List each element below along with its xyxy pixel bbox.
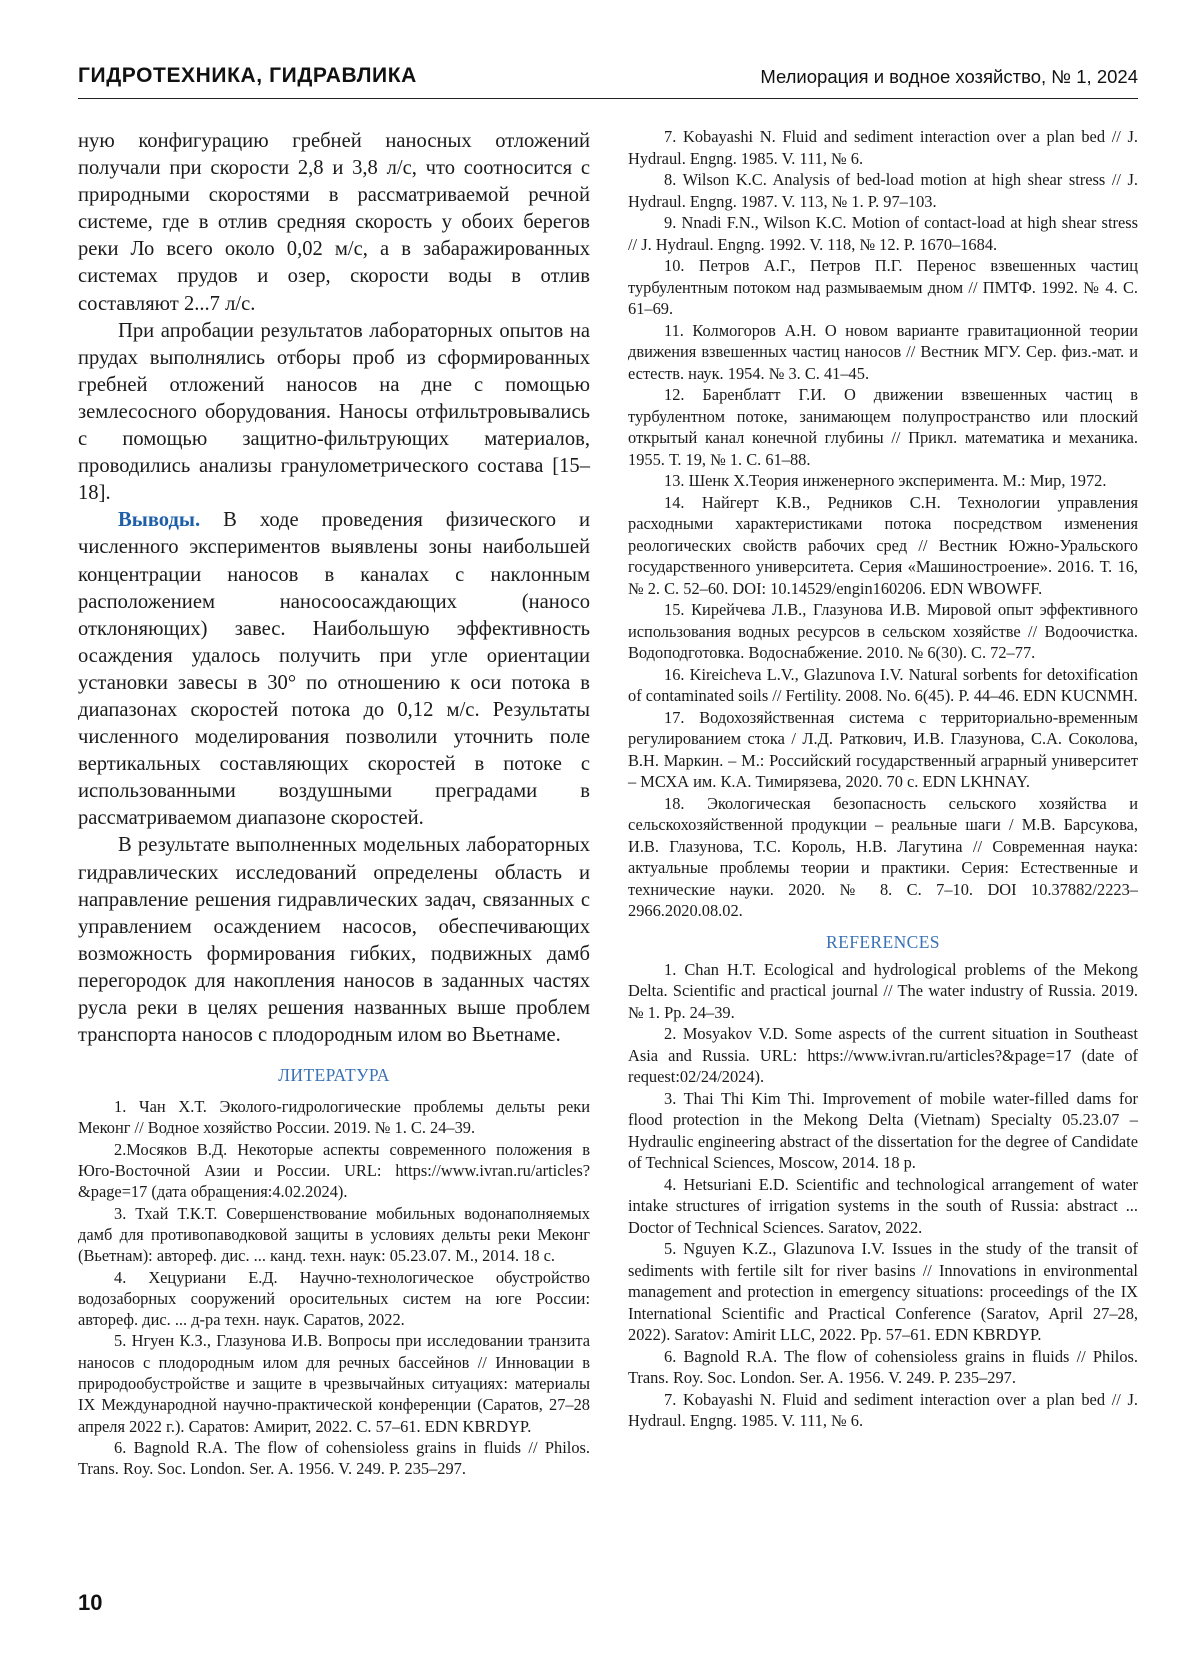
running-header [78,64,1138,99]
reference-item: 6. Bagnold R.A. The flow of cohensioless grains in fluids // Philos. Trans. Roy. Soc. London. Ser. A. 1956. V. 249. P. 235–297. [78,1437,590,1479]
section-title: ГИДРОТЕХНИКА, ГИДРАВЛИКА [78,64,417,87]
reference-item: 7. Kobayashi N. Fluid and sediment interaction over a plan bed // J. Hydraul. Engng. 1985. V. 111, № 6. [628,127,1138,168]
reference-item: 8. Wilson K.C. Analysis of bed-load motion at high shear stress // J. Hydraul. Engng. 1987. V. 113, № 1. P. 97–103. [628,170,1138,211]
literature-list-left [78,1096,590,1479]
reference-item: 14. Найгерт К.В., Редников С.Н. Технологии управления расходными характеристиками потока посредством изменения реологических свойств рабочих сред // Вестник Южно-Уральского государственного университета. Серия «Машиностроение». 2016. Т. 16, № 2. С. 52–60. DOI: 10.14529/engin160206. EDN WBOWFF. [628,492,1138,598]
references-heading: REFERENCES [826,931,940,952]
reference-item: 4. Hetsuriani E.D. Scientific and technological arrangement of water intake structures of irrigation systems in the south of Russia: abstract ... Doctor of Technical Sciences. Saratov, 2022. [628,1174,1138,1237]
reference-item: 13. Шенк Х.Теория инженерного эксперимента. М.: Мир, 1972. [664,471,1107,490]
reference-item: 10. Петров А.Г., Петров П.Г. Перенос взвешенных частиц турбулентным потоком над размываемым дном // ПМТФ. 1992. № 4. С. 61–69. [628,256,1138,318]
reference-item: 3. Thai Thi Kim Thi. Improvement of mobile water-filled dams for flood protection in the Mekong Delta (Vietnam) Specialty 05.23.07 – Hydraulic engineering abstract of the dissertation for the degree of Candidate of Technical Sciences, Moscow, 2014. 18 p. [628,1088,1138,1172]
conclusions-paragraph [78,507,590,832]
reference-item: 2. Mosyakov V.D. Some aspects of the current situation in Southeast Asia and Russia. URL: https://www.ivran.ru/articles?&page=17 (date of request:02/24/2024). [628,1024,1138,1086]
reference-item: 3. Тхай Т.К.Т. Совершенствование мобильных водонаполняемых дамб для противопаводковой защиты в условиях дельты реки Меконг (Вьетнам): автореф. дис. ... канд. техн. наук: 05.23.07. М., 2014. 18 с. [78,1203,590,1266]
reference-item: 12. Баренблатт Г.И. О движении взвешенных частиц в турбулентном потоке, занимающем полупространство или плоский открытый канал конечной глубины // Прикл. математика и механика. 1955. Т. 19, № 1. С. 61–88. [628,385,1138,469]
reference-item: 6. Bagnold R.A. The flow of cohensioless grains in fluids // Philos. Trans. Roy. Soc. London. Ser. A. 1956. V. 249. P. 235–297. [628,1346,1138,1387]
reference-item: 15. Кирейчева Л.В., Глазунова И.В. Мировой опыт эффективного использования водных ресурсов в сельском хозяйстве // Водоочистка. Водоподготовка. Водоснабжение. 2010. № 6(30). С. 72–77. [628,600,1138,662]
reference-item: 9. Nnadi F.N., Wilson K.C. Motion of contact-load at high shear stress // J. Hydraul. Engng. 1992. V. 118, № 12. P. 1670–1684. [628,213,1138,254]
reference-item: 7. Kobayashi N. Fluid and sediment interaction over a plan bed // J. Hydraul. Engng. 1985. V. 111, № 6. [628,1389,1138,1430]
body-paragraph: ную конфигурацию гребней наносных отложений получали при скорости 2,8 и 3,8 л/с, что соотносится с природными скоростями в рассматриваемой речной системе, где в отлив средняя скорость у обоих берегов реки Ло всего около 0,02 м/с, а в забаражированных системах прудов и озер, скорости воды в отлив составляют 2...7 л/с. [78,130,590,315]
literature-list-right [628,126,1138,922]
body-paragraph: При апробации результатов лабораторных опытов на прудах выполнялись отборы проб из сформированных гребней отложений наносов на дне с помощью землесосного оборудования. Наносы отфильтровывались с помощью защитно-фильтрующих материалов, проводились анализы гранулометрического состава [15–18]. [78,319,590,505]
article-body [78,128,590,1049]
conclusions-lead: Выводы. [118,509,201,532]
right-column [628,126,1138,1432]
reference-item: 17. Водохозяйственная система с территориально-временным регулированием стока / Л.Д. Раткович, И.В. Глазунова, С.А. Соколова, В.Н. Маркин. – М.: Российский государственный аграрный университет – МСХА им. К.А. Тимирязева, 2020. 70 с. EDN LKHNAY. [628,707,1138,791]
reference-item: 5. Нгуен К.З., Глазунова И.В. Вопросы при исследовании транзита наносов с плодородным илом для речных бассейнов // Инновации в природообустройстве и защите в чрезвычайных ситуациях: материалы IX Международной научно-практической конференции (Саратов, 27–28 апреля 2022 г.). Саратов: Амирит, 2022. С. 57–61. EDN KBRDYP. [78,1331,590,1436]
page-number: 10 [78,1590,103,1615]
reference-item: 4. Хецуриани Е.Д. Научно-технологическое обустройство водозаборных сооружений оросительных систем на юге России: автореф. дис. ... д-ра техн. наук. Саратов, 2022. [78,1267,590,1330]
reference-item: 1. Chan H.T. Ecological and hydrological problems of the Mekong Delta. Scientific and practical journal // The water industry of Russia. 2019. № 1. Pp. 24–39. [628,959,1138,1022]
reference-item: 16. Kireicheva L.V., Glazunova I.V. Natural sorbents for detoxification of contaminated soils // Fertility. 2008. No. 6(45). P. 44–46. EDN KUCNMH. [628,664,1138,705]
body-paragraph: В результате выполненных модельных лабораторных гидравлических исследований определены область и направление решения гидравлических задач, связанных с управлением осаждением насосов, обеспечивающих возможность формирования гибких, подвижных дамб перегородок для накопления наносов в заданных частях русла реки в целях решения названных выше проблем транспорта наносов с плодородным илом во Вьетнаме. [78,834,590,1047]
reference-item: 1. Чан Х.Т. Эколого-гидрологические проблемы дельты реки Меконг // Водное хозяйство России. 2019. № 1. С. 24–39. [78,1097,590,1138]
references-list [628,959,1138,1432]
journal-title: Мелиорация и водное хозяйство, № 1, 2024 [760,66,1138,87]
literature-heading: ЛИТЕРАТУРА [278,1065,390,1086]
reference-item: 11. Колмогоров А.Н. О новом варианте гравитационной теории движения взвешенных частиц наносов // Вестник МГУ. Сер. физ.-мат. и естеств. наук. 1954. № 3. С. 41–45. [628,320,1138,383]
reference-item: 18. Экологическая безопасность сельского хозяйства и сельскохозяйственной продукции – реальные шаги / М.В. Барсукова, И.В. Глазунова, Т.С. Король, Н.В. Лагутина // Современная наука: актуальные проблемы теории и практики. Серия: Естественные и технические науки. 2020. № 8. С. 7–10. DOI 10.37882/2223–2966.2020.08.02. [628,793,1138,920]
conclusions-text: В ходе проведения физического и численного экспериментов выявлены зоны наибольшей концентрации наносов в каналах с наклонным расположением наносоосаждающих (наносо отклоняющих) завес. Наибольшую эффективность осаждения удалось получить при угле ориентации установки завесы в 30° по отношению к оси потока в диапазонах скоростей потока до 0,12 м/с. Результаты численного моделирования позволили уточнить поле вертикальных составляющих скоростей в потоке с использованными воздушными преградами в рассматриваемом диапазоне скоростей. [78,509,590,830]
reference-item: 5. Nguyen K.Z., Glazunova I.V. Issues in the study of the transit of sediments with fertile silt for river basins // Innovations in environmental management and protection in emergency situations: proceedings of the IX International Scientific and Practical Conference (Saratov, April 27–28, 2022). Saratov: Amirit LLC, 2022. Pp. 57–61. EDN KBRDYP. [628,1239,1138,1344]
reference-item: 2.Мосяков В.Д. Некоторые аспекты современного положения в Юго-Восточной Азии и России. URL: https://www.ivran.ru/articles?&page=17 (дата обращения:4.02.2024). [78,1139,590,1202]
left-column [78,128,590,1480]
